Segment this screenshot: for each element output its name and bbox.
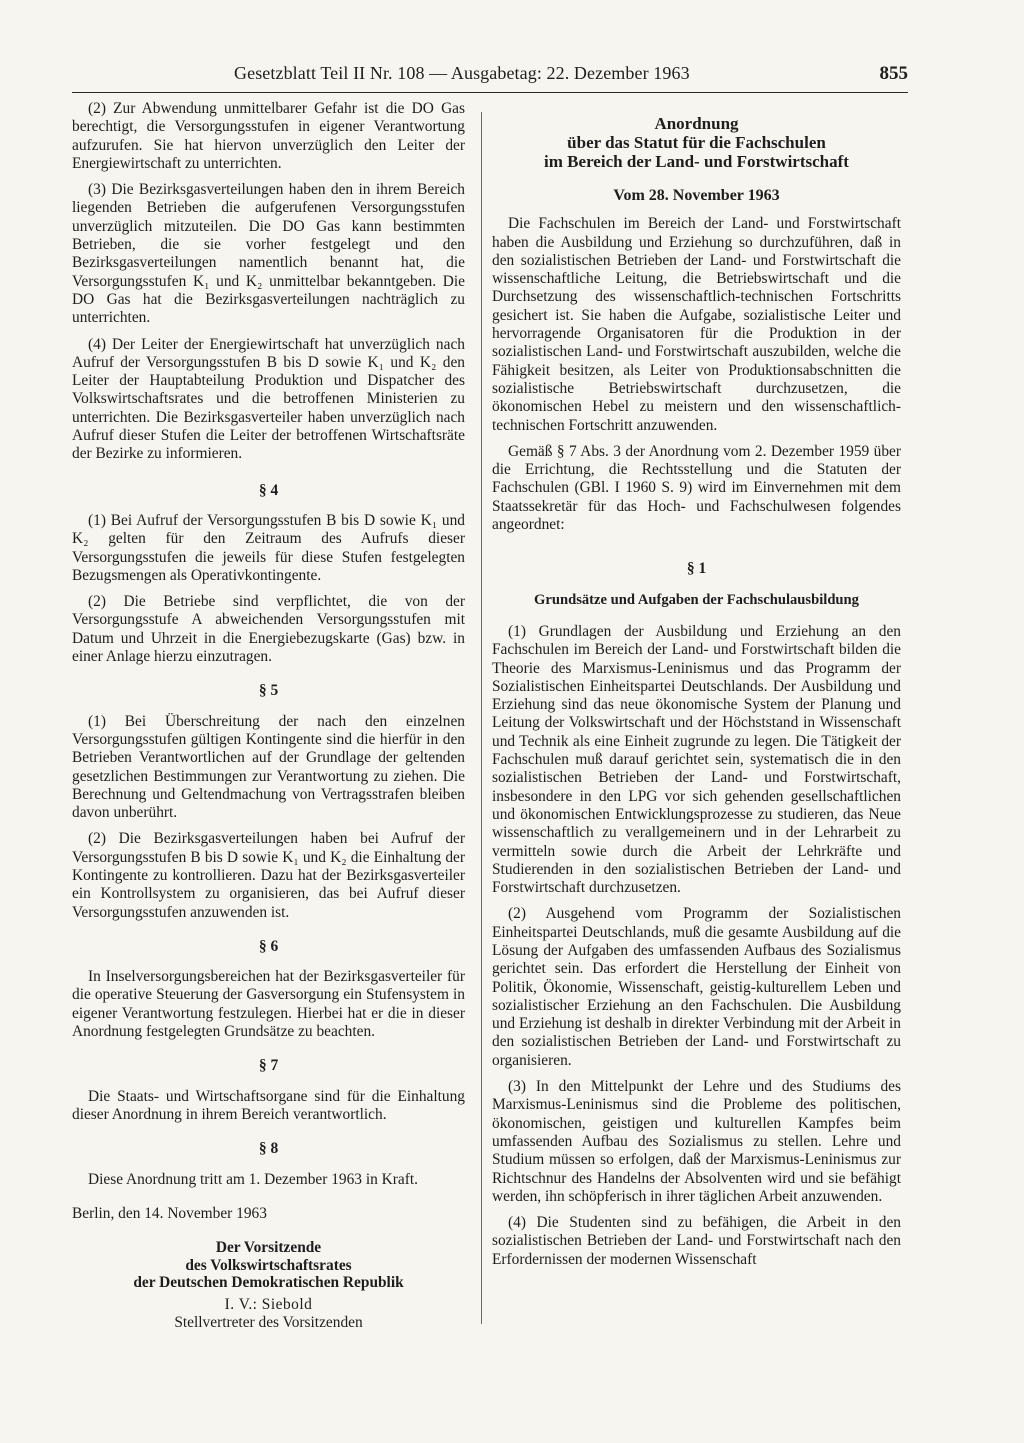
section-heading: § 5 xyxy=(258,682,279,700)
paragraph: (2) Zur Abwendung unmittelbarer Gefahr ist die DO Gas berechtigt, die Versorgungsstufen in eigener Verantwortung aufzurufen. Sie hat hiervon unverzüglich den Leiter der Energiewirtschaft zu unterrichten. xyxy=(72,100,465,172)
signatory-role: Stellvertreter des Vorsitzenden xyxy=(174,1313,363,1331)
column-divider xyxy=(481,112,482,1324)
paragraph: (1) Grundlagen der Ausbildung und Erziehung an den Fachschulen im Bereich der Land- und Forstwirtschaft bilden die Theorie des Marxismus-Leninismus und das Programm der Sozialistischen Einheitspartei Deutschlands. Der Ausbildung und Erziehung sind das neue ökonomische System der Planung und Leitung der Volkswirtschaft und der Höchststand in Wissenschaft und Technik als eine Einheit zugrunde zu legen. Die Tätigkeit der Fachschulen muß darauf gerichtet sein, systematisch die in den sozialistischen Betrieben der Land- und Forstwirtschaft, insbesondere in den LPG vor sich gehenden gesellschaftlichen und ökonomischen Entwicklungsprozesse zu studieren, das Neue wissenschaftlich zu verallgemeinern und in der Lehrarbeit zu vermitteln sowie durch die Arbeit der Lehrkräfte und Studierenden in den sozialistischen Betrieben der Land- und Forstwirtschaft durchzusetzen. xyxy=(492,622,901,897)
place-date: Berlin, den 14. November 1963 xyxy=(72,1204,267,1222)
paragraph: Diese Anordnung tritt am 1. Dezember 1963 in Kraft. xyxy=(88,1170,418,1188)
ordinance-title xyxy=(492,114,901,171)
paragraph: Die Staats- und Wirtschaftsorgane sind für die Einhaltung dieser Anordnung in ihrem Bereich verantwortlich. xyxy=(72,1087,465,1123)
ordinance-title-line: über das Statut für die Fachschulen xyxy=(567,133,826,152)
section-heading: § 7 xyxy=(258,1057,279,1075)
page-header xyxy=(72,63,908,91)
ordinance-title-line: im Bereich der Land- und Forstwirtschaft xyxy=(544,152,849,171)
section-heading: § 1 xyxy=(686,560,707,578)
signature-title: des Volkswirtschaftsrates xyxy=(185,1256,352,1274)
left-column xyxy=(72,100,465,1332)
paragraph: Gemäß § 7 Abs. 3 der Anordnung vom 2. Dezember 1959 über die Errichtung, die Rechtsstellung und die Statuten der Fachschulen (GBl. I 1960 S. 9) wird im Einvernehmen mit dem Staatssekretär für das Hoch- und Fachschulwesen folgendes angeordnet: xyxy=(492,442,901,534)
section-heading: § 8 xyxy=(258,1140,279,1158)
page-number: 855 xyxy=(879,63,908,84)
header-rule xyxy=(72,92,908,93)
signatory-name: I. V.: Siebold xyxy=(224,1295,313,1313)
header-title: Gesetzblatt Teil II Nr. 108 — Ausgabetag: 22. Dezember 1963 xyxy=(234,63,690,83)
section-heading: § 6 xyxy=(258,937,279,955)
section-subheading: Grundsätze und Aufgaben der Fachschulausbildung xyxy=(534,591,859,608)
signature-title: Der Vorsitzende xyxy=(215,1239,322,1257)
paragraph: (4) Der Leiter der Energiewirtschaft hat unverzüglich nach Aufruf der Versorgungsstufen B bis D sowie K₁ und K₂ den Leiter der Hauptabteilung Produktion und Dispatcher des Volkswirtschaftsrates und die betroffenen Ministerien zu unterrichten. Die Bezirksgasverteiler haben unverzüglich nach Aufruf dieser Stufen die Leiter der betroffenen Wirtschaftsräte der Bezirke zu informieren. xyxy=(72,335,465,463)
paragraph: (1) Bei Überschreitung der nach den einzelnen Versorgungsstufen gültigen Kontingente sind die hierfür in den Betrieben Verantwortlichen auf der Grundlage der geltenden gesetzlichen Bestimmungen zur Verantwortung zu ziehen. Die Berechnung und Geltendmachung von Vertragsstrafen bleiben davon unberührt. xyxy=(72,712,465,822)
paragraph: (4) Die Studenten sind zu befähigen, die Arbeit in den sozialistischen Betrieben der Land- und Forstwirtschaft nach den Erfordernissen der modernen Wissenschaft xyxy=(492,1214,901,1268)
paragraph: (2) Ausgehend vom Programm der Sozialistischen Einheitspartei Deutschlands, muß die gesamte Ausbildung auf die Lösung der Aufgaben des umfassenden Aufbaus des Sozialismus gerichtet sein. Das erfordert die Herstellung der Einheit von Politik, Ökonomie, Wissenschaft, geistig-kulturellem Leben und sozialistischer Erziehung an den Fachschulen. Die Ausbildung und Erziehung ist deshalb in direkter Verbindung mit der Arbeit in den sozialistischen Betrieben der Land- und Forstwirtschaft zu organisieren. xyxy=(492,905,901,1069)
paragraph: (1) Bei Aufruf der Versorgungsstufen B bis D sowie K₁ und K₂ gelten für den Zeitraum des Aufrufs dieser Versorgungsstufen die jeweils für diese Stufen festgelegten Bezugsmengen als Operativkontingente. xyxy=(72,511,465,584)
paragraph: (2) Die Betriebe sind verpflichtet, die von der Versorgungsstufe A abweichenden Versorgungsstufen mit Datum und Uhrzeit in die Energiebezugskarte (Gas) bzw. in einer Anlage hierzu einzutragen. xyxy=(72,593,465,666)
paragraph: (3) Die Bezirksgasverteilungen haben den in ihrem Bereich liegenden Betrieben die aufgerufenen Versorgungsstufen unverzüglich mitzuteilen. Die DO Gas kann bestimmten Betrieben, die sie vorher festgelegt und den Bezirksgasverteilungen namentlich benannt hat, die Versorgungsstufen K₁ und K₂ unmittelbar bekanntgeben. Die DO Gas hat die Bezirksgasverteilungen nachträglich zu unterrichten. xyxy=(72,181,465,327)
section-heading: § 4 xyxy=(258,481,279,499)
paragraph: (3) In den Mittelpunkt der Lehre und des Studiums des Marxismus-Leninismus sind die Probleme des politischen, ökonomischen, geistigen und kulturellen Kampfes beim umfassenden Aufbau des Sozialismus zu stellen. Lehre und Studium müssen so erfolgen, daß der Marxismus-Leninismus zur Richtschnur des Handelns der Absolventen wird und sie befähigt werden, ihn schöpferisch in ihrer täglichen Arbeit anzuwenden. xyxy=(492,1078,901,1205)
paragraph: (2) Die Bezirksgasverteilungen haben bei Aufruf der Versorgungsstufen B bis D sowie K₁ und K₂ die Einhaltung der Kontingente zu kontrollieren. Dazu hat der Bezirksgasverteiler ein Kontrollsystem zu organisieren, das bei Aufruf dieser Versorgungsstufen anzuwenden ist. xyxy=(72,830,465,921)
paragraph: In Inselversorgungsbereichen hat der Bezirksgasverteiler für die operative Steuerung der Gasversorgung ein Stufensystem in eigener Verantwortung festzulegen. Hierbei hat er die in dieser Anordnung festgelegten Grundsätze zu beachten. xyxy=(72,968,465,1041)
ordinance-title-line: Anordnung xyxy=(654,114,739,133)
ordinance-date: Vom 28. November 1963 xyxy=(613,187,780,204)
signature-title: der Deutschen Demokratischen Republik xyxy=(133,1274,404,1292)
paragraph: Die Fachschulen im Bereich der Land- und Forstwirtschaft haben die Ausbildung und Erziehung so durchzuführen, daß in den sozialistischen Betrieben der Land- und Forstwirtschaft die wissenschaftliche Leitung, die Betriebswirtschaft und die Durchsetzung des wissenschaftlich-technischen Fortschritts gesichert ist. Sie haben die Aufgabe, sozialistische Leiter und hervorragende Organisatoren für die Produktion in der sozialistischen Land- und Forstwirtschaft auszubilden, welche die Fähigkeit besitzen, als Leiter von Produktionsabschnitten die sozialistische Betriebswirtschaft durchzusetzen, die ökonomischen Hebel zu meistern und den wissenschaftlich-technischen Fortschritt anzuwenden. xyxy=(492,215,901,434)
right-column xyxy=(492,100,901,1277)
